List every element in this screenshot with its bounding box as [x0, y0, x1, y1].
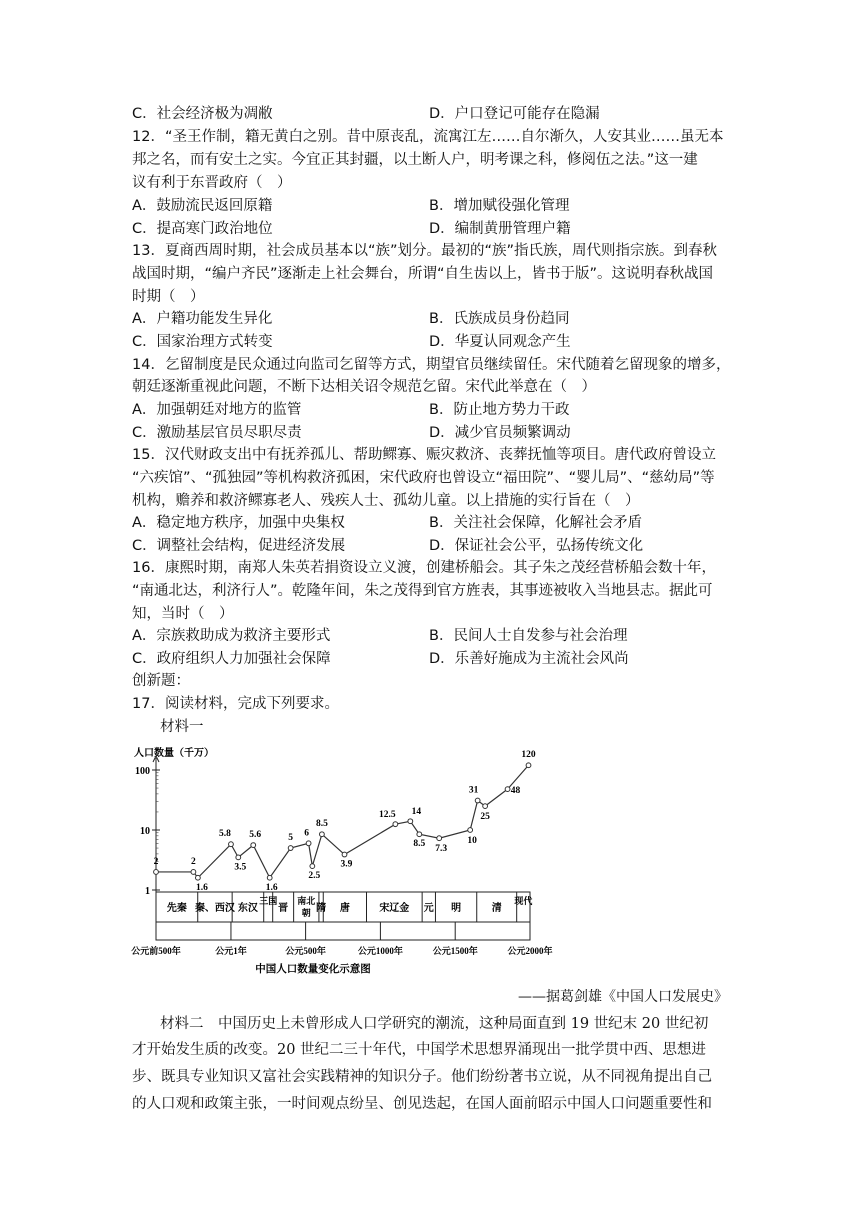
- q15-option-d: D．保证社会公平，弘扬传统文化: [429, 538, 644, 554]
- y-tick-label-1: 1: [145, 886, 150, 897]
- q12-option-c: C．提高寒门政治地位: [132, 221, 273, 237]
- q11-option-d: D．户口登记可能存在隐漏: [429, 106, 600, 122]
- material2-line4: 的人口观和政策主张，一时间观点纷呈、创见迭起，在国人面前昭示中国人口问题重要性和: [132, 1096, 712, 1112]
- data-point: [483, 804, 488, 809]
- material2-line2: 才开始发生质的改变。20 世纪二三十年代，中国学术思想界涌现出一批学贯中西、思想进: [132, 1042, 707, 1058]
- data-point: [306, 841, 311, 846]
- data-point: [195, 875, 200, 880]
- data-label: 48: [510, 786, 521, 797]
- y-tick-label-10: 10: [140, 826, 150, 837]
- q15-option-b: B．关注社会保障，化解社会矛盾: [429, 515, 642, 531]
- material2-line1: 材料二 中国历史上未曾形成人口学研究的潮流，这种局面直到 19 世纪末 20 世纪初: [160, 1016, 709, 1032]
- q12-option-a: A．鼓励流民返回原籍: [132, 198, 273, 214]
- q15-option-c: C．调整社会结构，促进经济发展: [132, 538, 346, 554]
- x-tick-label: 公元1500年: [432, 946, 478, 956]
- data-point: [191, 870, 196, 875]
- dynasty-label: 现代: [514, 896, 533, 906]
- chart-title: 中国人口数量变化示意图: [255, 964, 371, 975]
- q13-option-d: D．华夏认同观念产生: [429, 334, 571, 350]
- q15-stem-line2: “六疾馆”、“孤独园”等机构救济孤困，宋代政府也曾设立“福田院”、“婴儿局”、“慈幼局”等: [132, 470, 715, 486]
- q14-option-d: D．减少官员频繁调动: [429, 425, 571, 441]
- dynasty-label: 先秦: [166, 903, 187, 914]
- material2-line3: 步、既具专业知识又富社会实践精神的知识分子。他们纷纷著书立说，从不同视角提出自己: [132, 1069, 712, 1085]
- q12-option-d: D．编制黄册管理户籍: [429, 221, 571, 237]
- x-tick-label: 公元前500年: [131, 946, 181, 956]
- data-label: 3.9: [340, 859, 353, 870]
- data-point: [154, 870, 159, 875]
- data-label: 3.5: [234, 862, 247, 873]
- section-heading: 创新题：: [132, 673, 190, 689]
- q13-option-b: B．氏族成员身份趋同: [429, 311, 570, 327]
- q14-option-b: B．防止地方势力干政: [429, 402, 570, 418]
- q15-stem-line3: 机构，赡养和救济鳏寡老人、残疾人士、孤幼儿童。以上措施的实行旨在（ ）: [132, 493, 640, 509]
- chart-source: ——据葛剑雄《中国人口发展史》: [518, 989, 728, 1005]
- data-label: 7.3: [435, 844, 448, 855]
- dynasty-label: 明: [451, 903, 462, 914]
- data-label: 5: [288, 833, 294, 844]
- q15-option-a: A．稳定地方秩序，加强中央集权: [132, 515, 345, 531]
- data-label: 2.5: [308, 871, 321, 882]
- data-point: [288, 846, 293, 851]
- data-point: [417, 832, 422, 837]
- q16-stem-line2: “南通北达，利济行人”。乾隆年间，朱之茂得到官方旌表，其事迹被收入当地县志。据此可: [132, 583, 713, 599]
- data-label: 6: [304, 828, 309, 839]
- q12-stem-line1: 12．“圣王作制，籍无黄白之别。昔中原丧乱，流寓江左……自尔渐久，人安其业……虽无本: [132, 129, 724, 145]
- data-point: [229, 842, 234, 847]
- q14-option-c: C．激励基层官员尽职尽责: [132, 425, 302, 441]
- population-chart: [128, 744, 553, 982]
- data-label: 8.5: [413, 839, 426, 850]
- data-point: [526, 763, 531, 768]
- q16-stem-line3: 知，当时（ ）: [132, 606, 234, 622]
- data-label: 10: [467, 836, 477, 846]
- data-label: 8.5: [315, 819, 328, 830]
- data-label: 14: [411, 807, 422, 818]
- data-label: 2: [191, 856, 196, 867]
- data-point: [310, 864, 315, 869]
- data-point: [505, 787, 510, 792]
- dynasty-label: 朝: [301, 908, 311, 918]
- q13-option-c: C．国家治理方式转变: [132, 334, 273, 350]
- data-point: [393, 822, 398, 827]
- x-tick-label: 公元500年: [285, 946, 326, 956]
- q13-option-a: A．户籍功能发生异化: [132, 311, 273, 327]
- data-point: [236, 855, 241, 860]
- material1-label: 材料一: [160, 719, 204, 735]
- data-label: 2: [153, 856, 159, 867]
- x-tick-label: 公元1000年: [357, 946, 403, 956]
- data-label: 5.6: [249, 830, 262, 841]
- dynasty-label: 宋辽金: [379, 903, 410, 914]
- dynasty-label: 晋: [278, 903, 289, 914]
- data-label: 25: [480, 812, 490, 823]
- q13-stem-line2: 战国时期，“编户齐民”逐渐走上社会舞台，所谓“自生齿以上，皆书于版”。这说明春秋战国: [132, 266, 714, 282]
- q12-option-b: B．增加赋役强化管理: [429, 198, 570, 214]
- data-label: 1.6: [195, 882, 208, 893]
- data-point: [475, 798, 480, 803]
- q15-stem-line1: 15．汉代财政支出中有抚养孤儿、帮助鳏寡、赈灾救济、丧葬抚恤等项目。唐代政府曾设立: [132, 447, 716, 463]
- q14-stem-line2: 朝廷逐渐重视此问题，不断下达相关诏令规范乞留。宋代此举意在（ ）: [132, 379, 596, 395]
- data-label: 5.8: [219, 829, 231, 840]
- data-label: 1.6: [265, 882, 278, 893]
- x-tick-label: 公元1年: [215, 946, 247, 956]
- data-label: 31: [468, 785, 479, 796]
- q13-stem-line3: 时期（ ）: [132, 289, 205, 305]
- data-point: [251, 843, 256, 848]
- dynasty-table: [156, 892, 530, 940]
- q16-stem-line1: 16．康熙时期，南郑人朱英若捐资设立义渡，创建桥船会。其子朱之茂经营桥船会数十年，: [132, 560, 716, 576]
- dynasty-label: 元: [423, 903, 434, 914]
- x-tick-label: 公元2000年: [507, 946, 553, 956]
- population-chart-svg: [128, 744, 553, 982]
- q14-stem-line1: 14．乞留制度是民众通过向监司乞留等方式，期望官员继续留任。宋代随着乞留现象的增多，: [132, 357, 731, 373]
- data-label: 120: [521, 750, 536, 761]
- q16-option-b: B．民间人士自发参与社会治理: [429, 628, 628, 644]
- dynasty-label: 清: [491, 903, 502, 914]
- data-point: [408, 819, 413, 824]
- dynasty-label: 秦、西汉: [194, 903, 235, 914]
- data-point: [437, 836, 442, 841]
- data-point: [468, 828, 473, 833]
- dynasty-label: 隋: [316, 903, 327, 914]
- q12-stem-line2: 邦之名，而有安土之实。今宜正其封疆，以土断人户，明考课之科，修阅伍之法。”这一建: [132, 152, 698, 168]
- dynasty-label: 南北: [297, 896, 316, 906]
- data-point: [267, 875, 272, 880]
- dynasty-label: 三国: [259, 896, 278, 906]
- q11-option-c: C．社会经济极为凋敝: [132, 106, 273, 122]
- data-label: 12.5: [379, 810, 396, 821]
- dynasty-label: 东汉: [237, 903, 258, 914]
- q12-stem-line3: 议有利于东晋政府（ ）: [132, 175, 292, 191]
- q13-stem-line1: 13．夏商西周时期，社会成员基本以“族”划分。最初的“族”指氏族，周代则指宗族。到春秋: [132, 243, 717, 259]
- q17-stem: 17．阅读材料，完成下列要求。: [132, 696, 339, 712]
- q16-option-a: A．宗族救助成为救济主要形式: [132, 628, 331, 644]
- q16-option-d: D．乐善好施成为主流社会风尚: [429, 651, 629, 667]
- y-axis-label: 人口数量（千万）: [134, 748, 214, 759]
- data-point: [342, 852, 347, 857]
- q16-option-c: C．政府组织人力加强社会保障: [132, 651, 331, 667]
- dynasty-label: 唐: [339, 903, 350, 914]
- y-tick-label-100: 100: [135, 766, 150, 777]
- q14-option-a: A．加强朝廷对地方的监管: [132, 402, 302, 418]
- data-point: [320, 832, 325, 837]
